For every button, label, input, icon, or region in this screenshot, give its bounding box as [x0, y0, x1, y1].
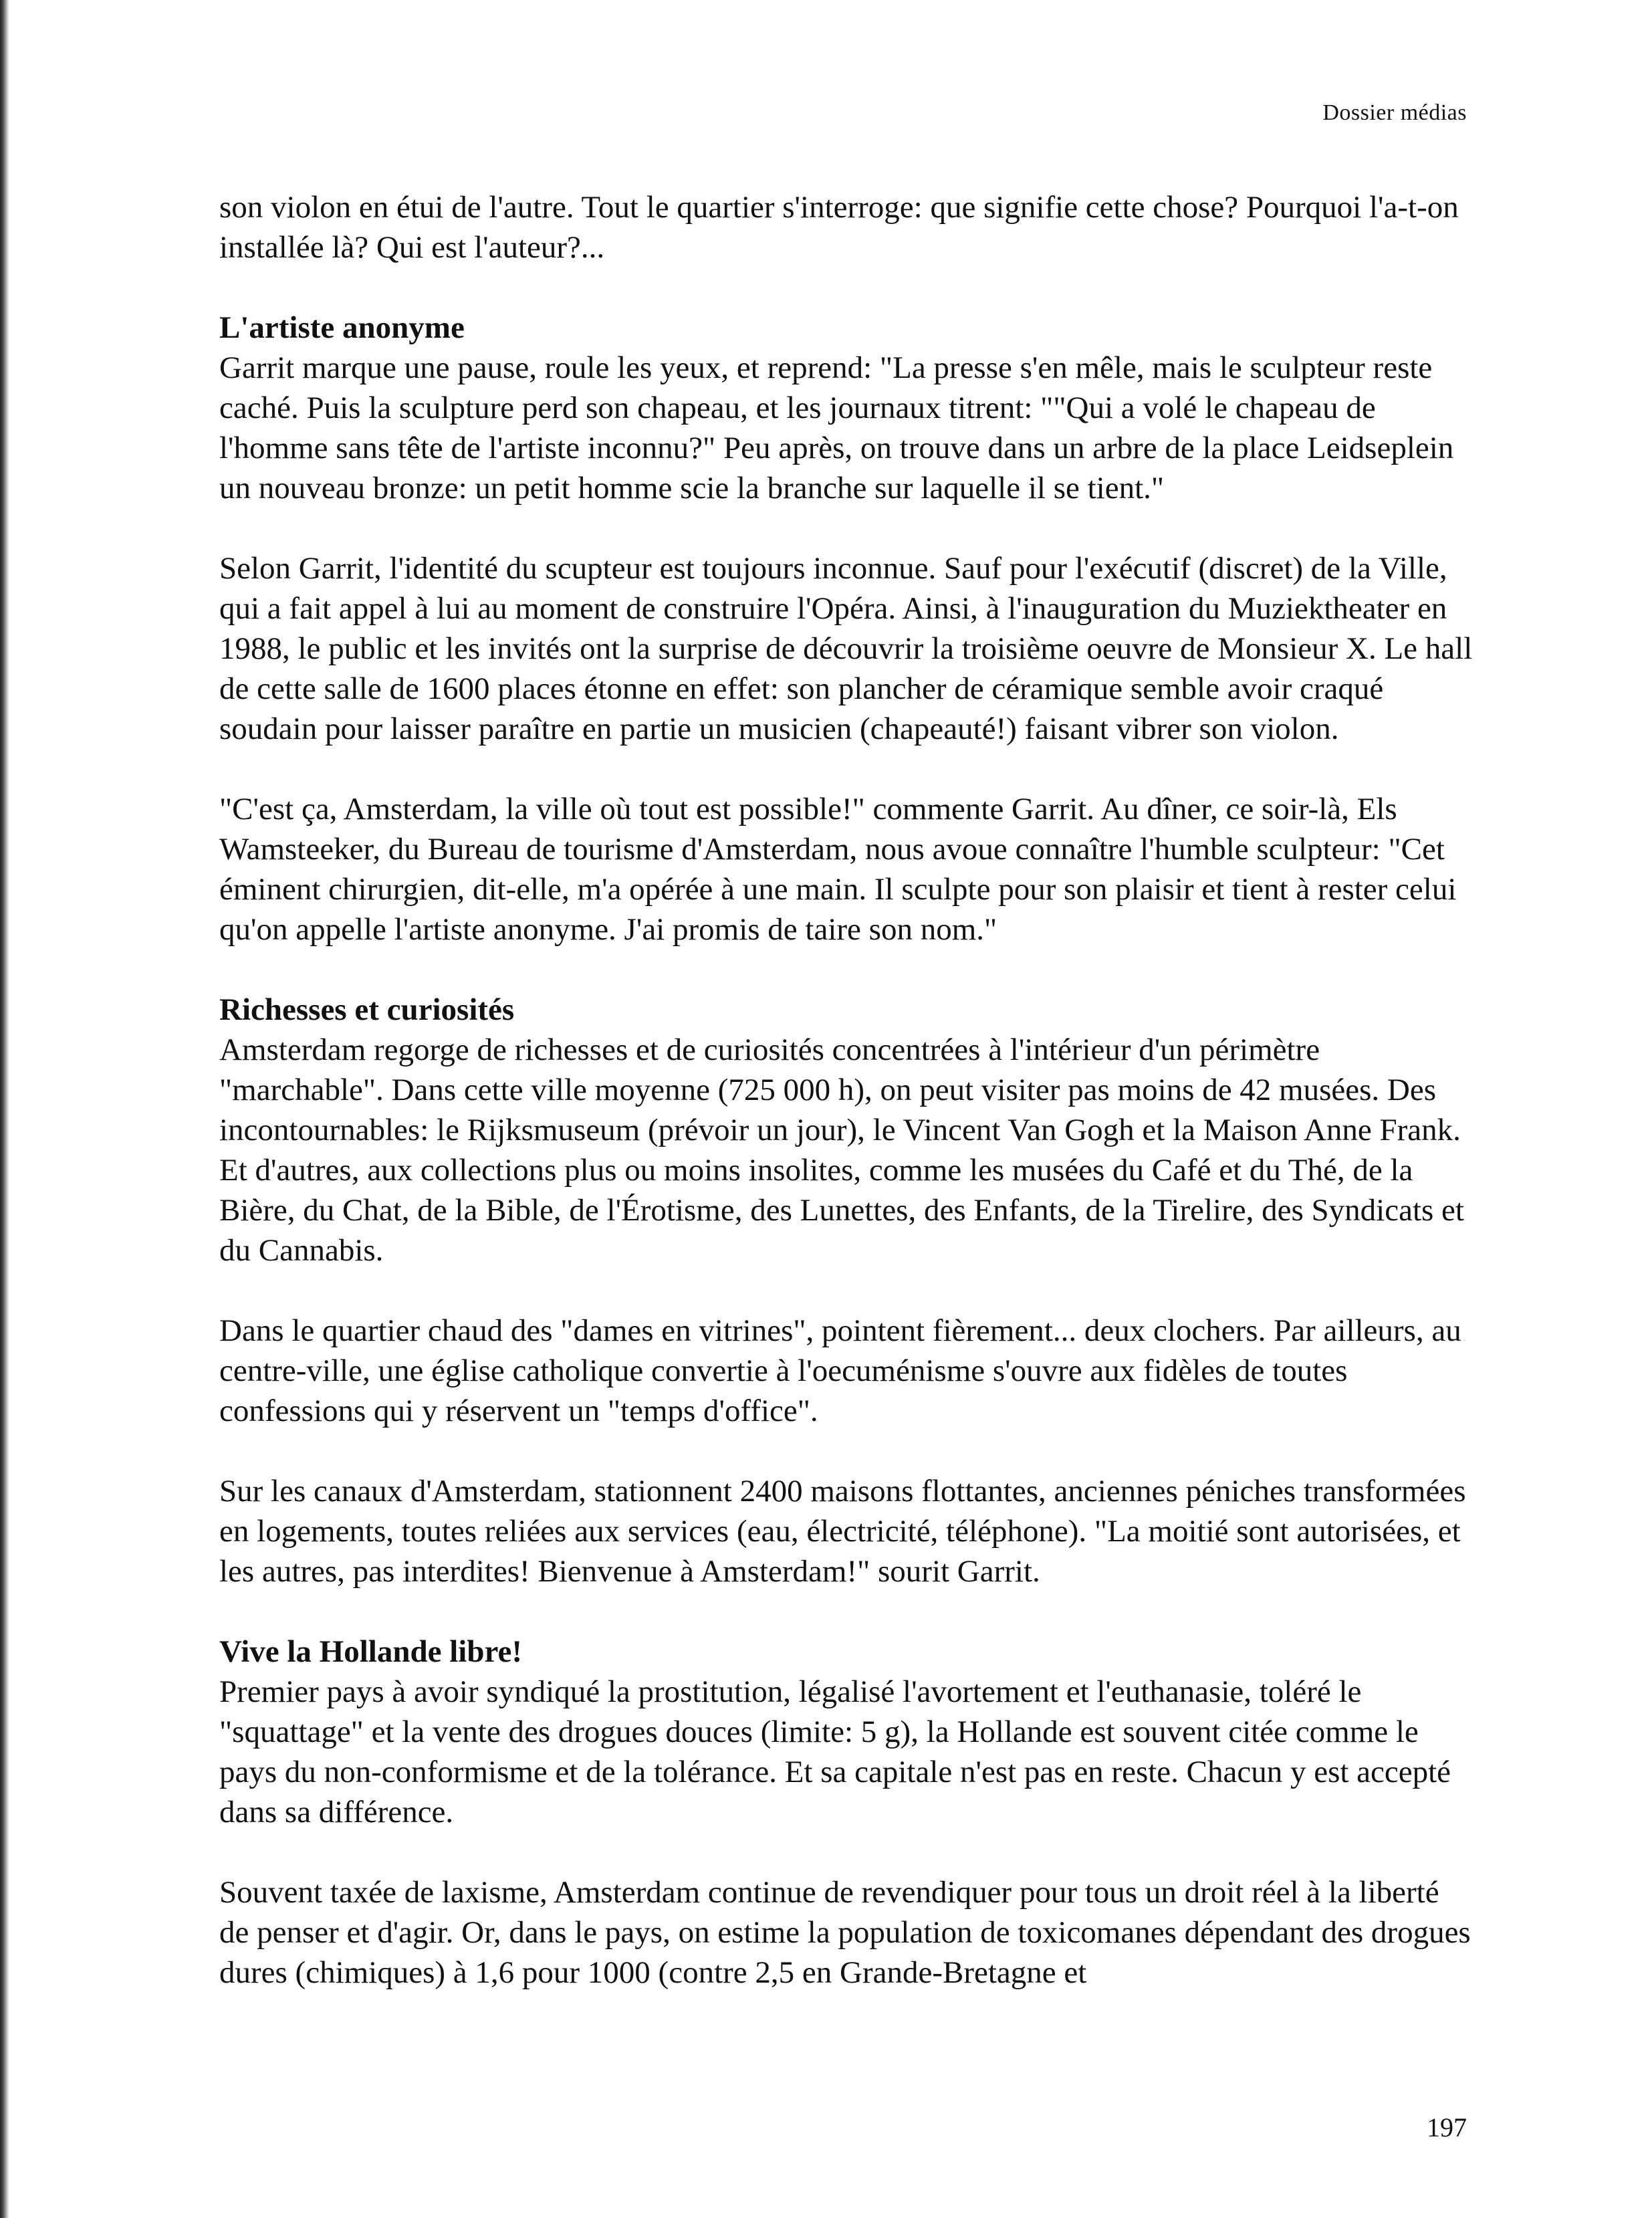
paragraph: Selon Garrit, l'identité du scupteur est toujours inconnue. Sauf pour l'exécutif (discret) de la Ville, qui a fait appel à lui au moment de construire l'Opéra. Ainsi, à l'inauguration du Muziektheater en 1988, le public et les invités ont la surprise de découvrir la troisième oeuvre de Monsieur X. Le hall de cette salle de 1600 places étonne en effet: son plancher de céramique semble avoir craqué soudain pour laisser paraître en partie un musicien (chapeauté!) faisant vibrer son violon.	[219, 551, 1473, 746]
paragraph: "C'est ça, Amsterdam, la ville où tout est possible!" commente Garrit. Au dîner, ce soir-là, Els Wamsteeker, du Bureau de tourisme d'Amsterdam, nous avoue connaître l'humble sculpteur: "Cet éminent chirurgien, dit-elle, m'a opérée à une main. Il sculpte pour son plaisir et tient à rester celui qu'on appelle l'artiste anonyme. J'ai promis de taire son nom."	[219, 792, 1457, 947]
paragraph: son violon en étui de l'autre. Tout le quartier s'interroge: que signifie cette chose? Pourquoi l'a-t-on installée là? Qui est l'auteur?...	[219, 190, 1459, 265]
paragraph: Souvent taxée de laxisme, Amsterdam continue de revendiquer pour tous un droit réel à la liberté de penser et d'agir. Or, dans le pays, on estime la population de toxicomanes dépendant des drogues dures (chimiques) à 1,6 pour 1000 (contre 2,5 en Grande-Bretagne et	[219, 1875, 1471, 1990]
paragraph: Premier pays à avoir syndiqué la prostitution, légalisé l'avortement et l'euthanasie, toléré le "squattage" et la vente des drogues douces (limite: 5 g), la Hollande est souvent citée comme le pays du non-conformisme et de la tolérance. Et sa capitale n'est pas en reste. Chacun y est accepté dans sa différence.	[219, 1674, 1451, 1829]
article-body	[219, 187, 1476, 2033]
section-heading: L'artiste anonyme	[219, 310, 465, 345]
running-header: Dossier médias	[1322, 100, 1467, 125]
paragraph: Garrit marque une pause, roule les yeux, et reprend: "La presse s'en mêle, mais le sculpteur reste caché. Puis la sculpture perd son chapeau, et les journaux titrent: ""Qui a volé le chapeau de l'homme sans tête de l'artiste inconnu?" Peu après, on trouve dans un arbre de la place Leidseplein un nouveau bronze: un petit homme scie la branche sur laquelle il se tient."	[219, 350, 1454, 506]
paragraph: Amsterdam regorge de richesses et de curiosités concentrées à l'intérieur d'un périmètre "marchable". Dans cette ville moyenne (725 000 h), on peut visiter pas moins de 42 musées. Des incontournables: le Rijksmuseum (prévoir un jour), le Vincent Van Gogh et la Maison Anne Frank. Et d'autres, aux collections plus ou moins insolites, comme les musées du Café et du Thé, de la Bière, du Chat, de la Bible, de l'Érotisme, des Lunettes, des Enfants, de la Tirelire, des Syndicats et du Cannabis.	[219, 1032, 1464, 1268]
scan-edge	[0, 0, 9, 2218]
page-number: 197	[1427, 2112, 1467, 2142]
paragraph: Sur les canaux d'Amsterdam, stationnent 2400 maisons flottantes, anciennes péniches transformées en logements, toutes reliées aux services (eau, électricité, téléphone). "La moitié sont autorisées, et les autres, pas interdites! Bienvenue à Amsterdam!" sourit Garrit.	[219, 1474, 1466, 1589]
section-heading: Vive la Hollande libre!	[219, 1634, 523, 1669]
section-heading: Richesses et curiosités	[219, 992, 515, 1027]
paragraph: Dans le quartier chaud des "dames en vitrines", pointent fièrement... deux clochers. Par ailleurs, au centre-ville, une église catholique convertie à l'oecuménisme s'ouvre aux fidèles de toutes confessions qui y réservent un "temps d'office".	[219, 1313, 1461, 1428]
